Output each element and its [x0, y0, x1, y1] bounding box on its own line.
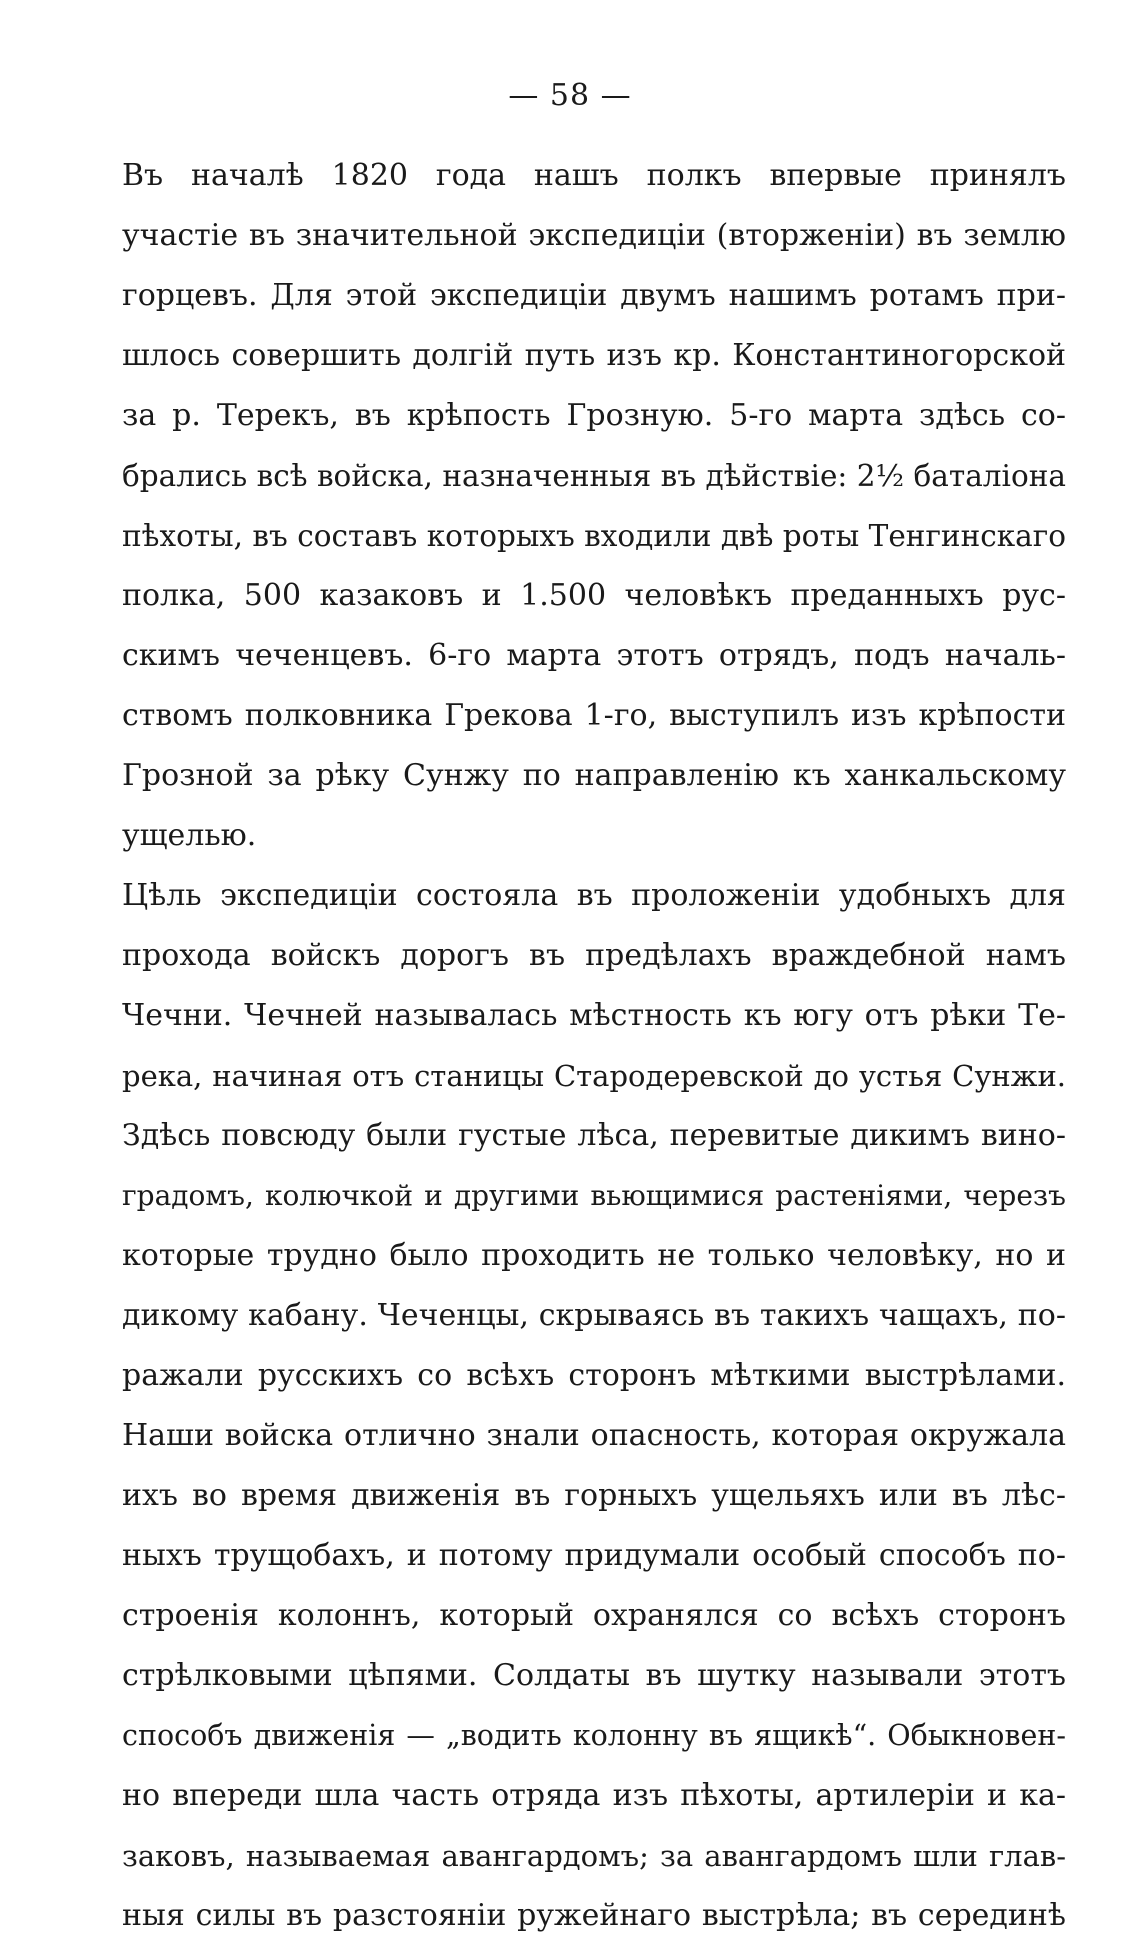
text-line: Грозной за рѣку Сунжу по направленію къ ханкальскому	[122, 758, 1066, 793]
text-line: ущелью.	[122, 818, 257, 853]
text-line: прохода войскъ дорогъ въ предѣлахъ враждебной намъ	[122, 938, 1066, 973]
text-line: Наши войска отлично знали опасность, которая окружала	[122, 1418, 1066, 1453]
text-line: Цѣль экспедиціи состояла въ проложеніи удобныхъ для	[122, 878, 1066, 913]
text-line: ныя силы въ разстояніи ружейнаго выстрѣла; въ серединѣ	[122, 1898, 1066, 1933]
text-line: полка, 500 казаковъ и 1.500 человѣкъ преданныхъ рус-	[122, 578, 1066, 613]
text-line: скимъ чеченцевъ. 6-го марта этотъ отрядъ, подъ началь-	[122, 638, 1066, 673]
text-line: которые трудно было проходить не только человѣку, но и	[122, 1238, 1066, 1273]
text-line: стрѣлковыми цѣпями. Солдаты въ шутку называли этотъ	[122, 1658, 1066, 1693]
text-line: строенія колоннъ, который охранялся со всѣхъ сторонъ	[122, 1598, 1066, 1633]
text-line: шлось совершить долгій путь изъ кр. Константиногорской	[122, 338, 1066, 373]
text-line: дикому кабану. Чеченцы, скрываясь въ такихъ чащахъ, по-	[122, 1298, 1066, 1333]
text-line: пѣхоты, въ составъ которыхъ входили двѣ роты Тенгинскаго	[122, 519, 1066, 553]
text-line: но впереди шла часть отряда изъ пѣхоты, артилеріи и ка-	[122, 1778, 1066, 1813]
text-line: брались всѣ войска, назначенныя въ дѣйствіе: 2½ баталіона	[122, 459, 1066, 493]
text-line: Въ началѣ 1820 года нашъ полкъ впервые принялъ	[122, 158, 1066, 193]
body-text	[122, 146, 1066, 1946]
text-line: Здѣсь повсюду были густые лѣса, перевитые дикимъ вино-	[122, 1118, 1066, 1153]
text-line: река, начиная отъ станицы Стародеревской до устья Сунжи.	[122, 1059, 1066, 1093]
text-line: Чечни. Чечней называлась мѣстность къ югу отъ рѣки Те-	[122, 998, 1066, 1033]
text-line: градомъ, колючкой и другими вьющимися растеніями, черезъ	[122, 1179, 1066, 1212]
page-number: — 58 —	[508, 78, 632, 113]
text-line: ствомъ полковника Грекова 1-го, выступилъ изъ крѣпости	[122, 698, 1066, 733]
text-line: ныхъ трущобахъ, и потому придумали особый способъ по-	[122, 1538, 1066, 1573]
text-line: заковъ, называемая авангардомъ; за авангардомъ шли глав-	[122, 1839, 1066, 1873]
text-line: за р. Терекъ, въ крѣпость Грозную. 5-го марта здѣсь со-	[122, 398, 1066, 433]
text-line: горцевъ. Для этой экспедиціи двумъ нашимъ ротамъ при-	[122, 278, 1066, 313]
text-line: ражали русскихъ со всѣхъ сторонъ мѣткими выстрѣлами.	[122, 1358, 1066, 1393]
text-line: ихъ во время движенія въ горныхъ ущельяхъ или въ лѣс-	[122, 1478, 1066, 1513]
text-line: способъ движенія — „водить колонну въ ящикѣ“. Обыкновен-	[122, 1719, 1066, 1752]
text-line: участіе въ значительной экспедиціи (вторженіи) въ землю	[122, 218, 1066, 253]
